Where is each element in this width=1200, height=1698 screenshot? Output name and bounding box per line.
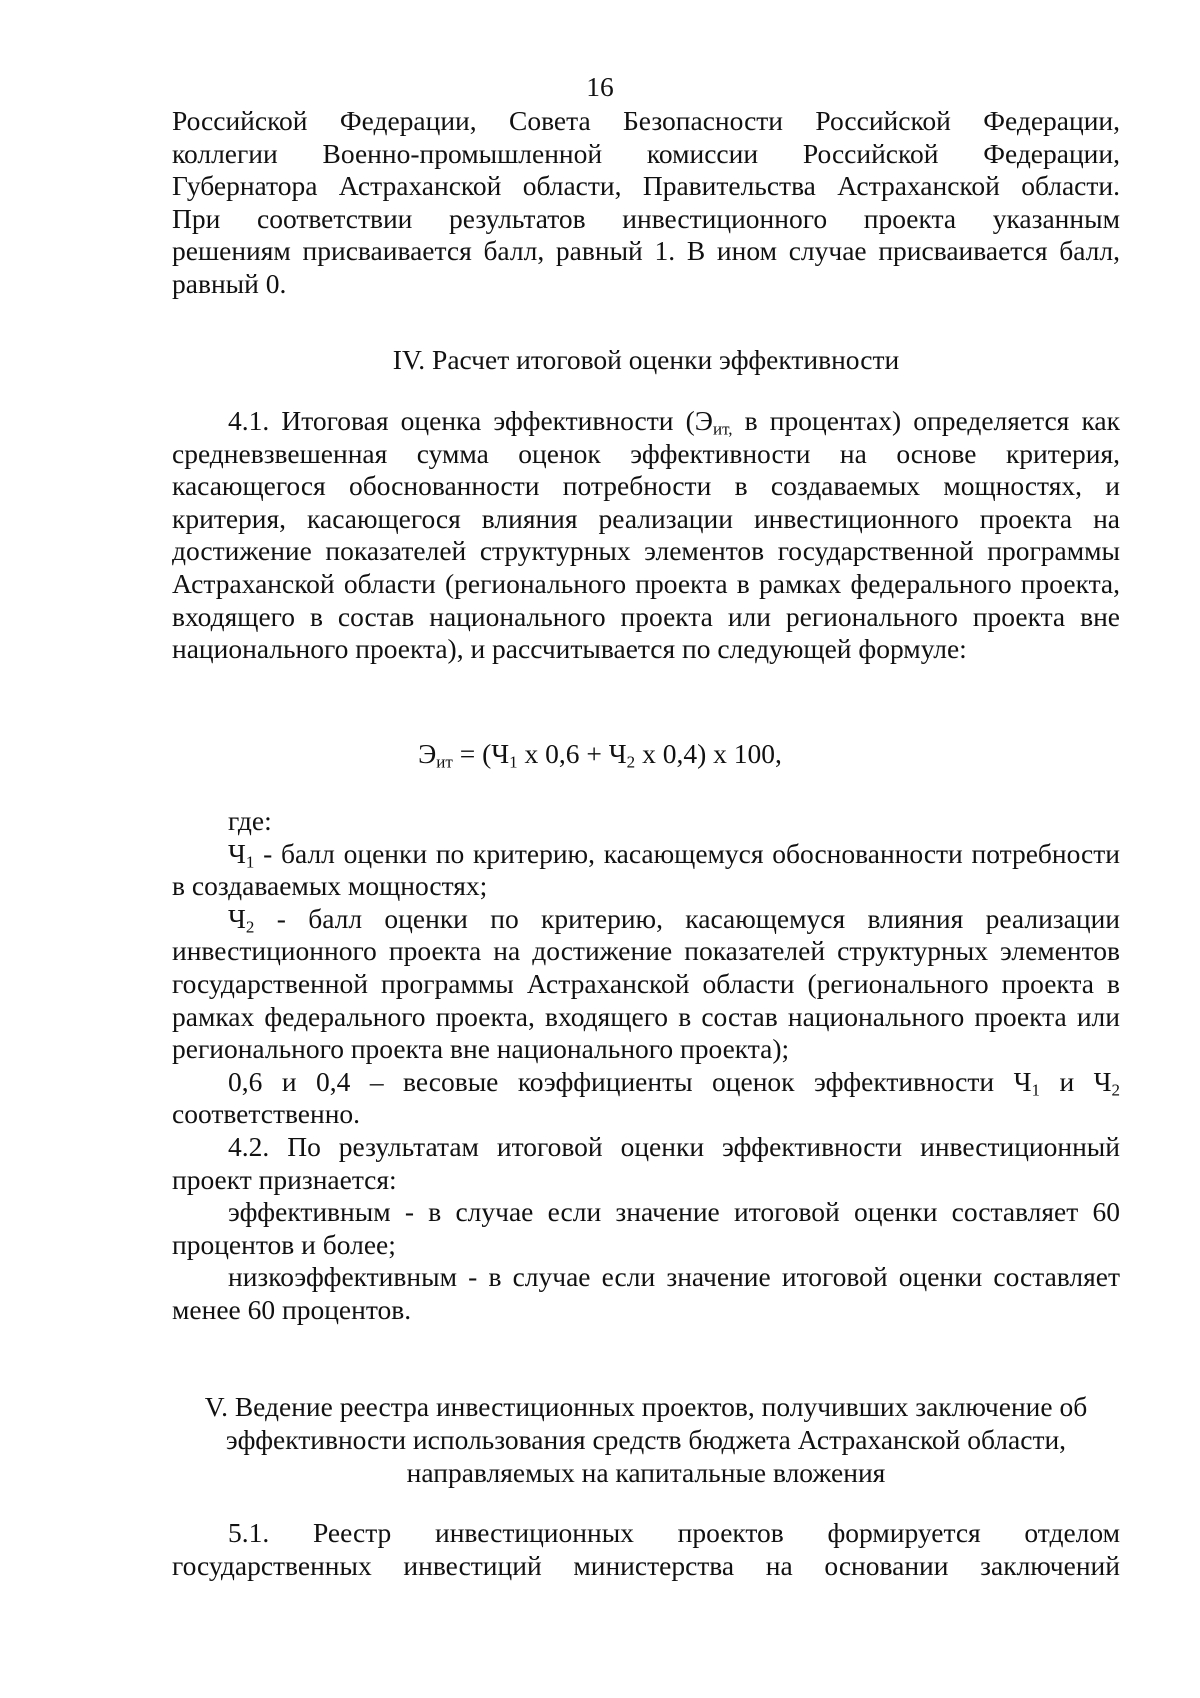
intro-line: При соответствии результатов инвестиционного проекта указанным [172,202,1120,234]
section-5-heading [172,1390,1120,1489]
intro-line: Российской Федерации, Совета Безопасности Российской Федерации, [172,105,1120,136]
paragraph-4-2: 4.2. По результатам итоговой оценки эффективности инвестиционный проект признается: [172,1130,1120,1195]
section-4-title: IV. Расчет итоговой оценки эффективности [392,344,900,375]
section-4-heading [172,343,1120,376]
where-label: где: [228,805,272,836]
effective-criterion: эффективным - в случае если значение итоговой оценки составляет 60 процентов и более; [172,1196,1120,1260]
low-effective-criterion: низкоэффективным - в случае если значение итоговой оценки составляет менее 60 процентов. [172,1261,1120,1325]
efficiency-formula: $Э_{ит} = (Ч_1$ х $0,6 + Ч_2$ х 0,4) х 100, [418,738,782,772]
section-5-title-line: V. Ведение реестра инвестиционных проектов, получивших заключение об [204,1391,1088,1422]
definition-ch1: $Ч_1$ - балл оценки по критерию, касающемуся обоснованности потребности в создаваемых мощностях; [172,837,1120,902]
paragraph-5-1-line: государственных инвестиций министерства на основании заключений [172,1549,1120,1581]
formula-definitions [172,805,1120,1327]
section-5-title-line: эффективности использования средств бюджета Астраханской области, [225,1424,1067,1455]
paragraph-4-1 [172,405,1120,666]
intro-line: равный 0. [172,267,287,299]
paragraph-4-1-text: 4.1. Итоговая оценка эффективности ($Э_{ит,}$ в процентах) определяется как средневзвешенная сумма оценок эффективности на основе критерия, касающегося обоснованности потребности в создаваемых мощностях, и критерия, касающегося влияния реализации инвестиционного проекта на достижение показателей структурных элементов государственной программы Астраханской области (регионального проекта в рамках федерального проекта, входящего в состав национального проекта или регионального проекта вне национального проекта), и рассчитывается по следующей формуле: [172,405,1120,665]
intro-line: решениям присваивается балл, равный 1. В ином случае присваивается балл, [172,235,1120,267]
page-number: 16 [586,71,614,102]
intro-paragraph [172,105,1120,301]
definition-weights: 0,6 и 0,4 – весовые коэффициенты оценок эффективности $Ч_1$ и $Ч_2$ соответственно. [172,1065,1121,1130]
intro-line: коллегии Военно-промышленной комиссии Российской Федерации, [172,137,1120,169]
paragraph-5-1 [172,1517,1120,1582]
paragraph-5-1-line: 5.1. Реестр инвестиционных проектов формируется отделом [228,1517,1120,1548]
definition-ch2: $Ч_2$ - балл оценки по критерию, касающемуся влияния реализации инвестиционного проекта на достижение показателей структурных элементов государственной программы Астраханской области (регионального проекта в рамках федерального проекта, входящего в состав национального проекта или регионального проекта вне национального проекта); [172,902,1120,1065]
intro-line: Губернатора Астраханской области, Правительства Астраханской области. [172,170,1120,202]
section-5-title-line: направляемых на капитальные вложения [406,1457,886,1488]
